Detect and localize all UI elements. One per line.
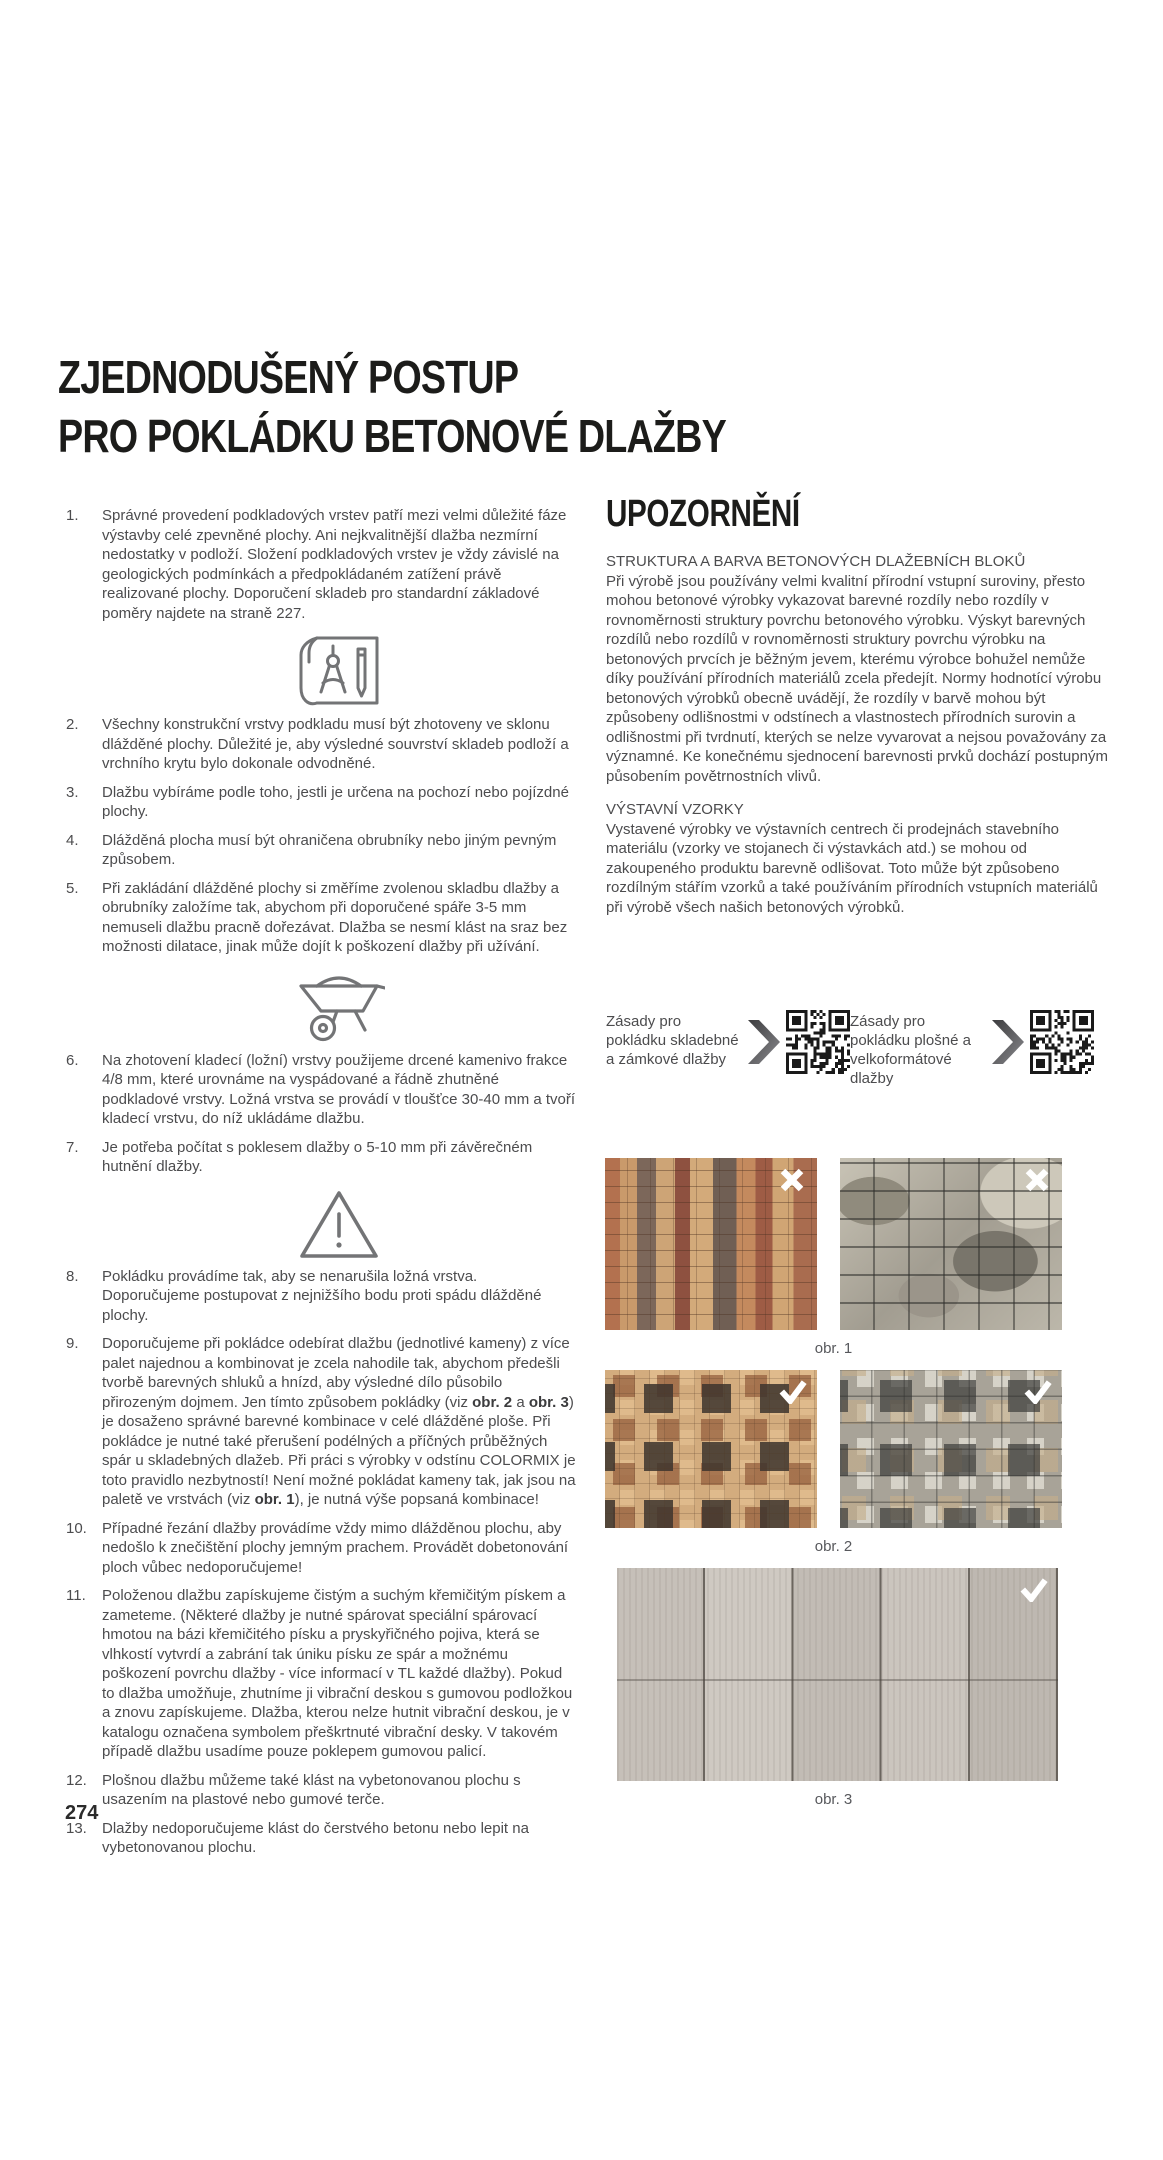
instruction-step: [60, 506, 576, 623]
figures-column: [605, 1158, 1062, 1809]
steps-list: [60, 506, 576, 1867]
instruction-step: [60, 1334, 576, 1510]
notice-body-structure: Při výrobě jsou používány velmi kvalitní přírodní vstupní suroviny, přesto mohou betonové výrobky vykazovat barevné rozdíly nebo rozdíly v rovnoměrnosti struktury povrchu betonového výrobku. Výskyt barevných rozdílů nebo rozdílů v rovnoměrnosti struktury povrchu výrobku na betonových prvcích je běžným jevem, kterému výrobce bohužel nemůže díky používání přírodních materiálů zcela předejít. Normy hodnotící výrobu betonových výrobků obecně uvádějí, že rozdíly v barvě mohou být způsobeny odlišnostmi v odstínech a vlastnostech přírodních surovin a odlišnostmi při tvrdnutí, kterých se nelze vyvarovat a nejsou považovány za významné. Ke konečnému sjednocení barevnosti prvků dochází postupným působením povětrnostních vlivů.: [606, 572, 1108, 785]
figure-row-1: [605, 1158, 1062, 1330]
step-number: 11.: [66, 1587, 86, 1604]
figure-caption-1: obr. 1: [814, 1340, 853, 1357]
step-text: Správné provedení podkladových vrstev patří mezi velmi důležité fáze výstavby celé zpevněné plochy. Ani nejkvalitnější dlažba nezmírní nedostatky v podloží. Složení podkladových vrstev je vždy závislé na geologických podmínkách a předpokládaném zatížení právě realizované plochy. Doporučení skladeb pro standardní základové poměry najdete na straně 227.: [102, 507, 567, 622]
instruction-step: [60, 1267, 576, 1326]
step-number: 7.: [66, 1138, 79, 1156]
instruction-step: [60, 1519, 576, 1578]
step-number: 13.: [66, 1819, 87, 1837]
step-text: Případné řezání dlažby provádíme vždy mimo dlážděnou plochu, aby nedošlo k znečištění plochy jemným prachem. Provádět dobetonování ploch vůbec nedoporučujeme!: [102, 1519, 569, 1576]
notice-column: [606, 494, 1111, 917]
step-number: 3.: [66, 783, 79, 801]
notice-body-samples: Vystavené výrobky ve výstavních centrech či prodejnách stavebního materiálu (vzorky ve stojanech či výstavkách atd.) se mohou od zakoupeného produktu barevně odlišovat. Toto může být způsobeno rozdílným stářím vzorků a také používáním přírodních vstupních materiálů při výrobě všech našich betonových výrobků.: [606, 820, 1098, 916]
step-text: Dlažby nedoporučujeme klást do čerstvého betonu nebo lepit na vybetonovanou plochu.: [102, 1819, 529, 1856]
qr-link-slab-paving: [850, 1006, 1094, 1088]
step-text: Položenou dlažbu zapískujeme čistým a suchým křemičitým pískem a zameteme. (Některé dlažby je nutné spárovat speciální spárovací hmotou na bázi křemičitého písku a pryskyřičného pojiva, která se vlhkostí vytvrdí a zabrání tak úniku písku ze spár a možnému poškození povrchu dlažby - více informací v TL každé dlažby). Pokud to dlažba umožňuje, zhutníme ji vibrační deskou s gumovou podložkou a znovu zapískujeme. Dlažba, kterou nelze hutnit vibrační deskou, je v katalogu označena symbolem přeškrtnuté vibrační desky. V takovém případě dlažbu usadíme pouze poklepem gumovou palicí.: [102, 1587, 573, 1760]
page-number: 274: [65, 1802, 99, 1824]
warning-triangle-icon: [60, 1186, 576, 1260]
qr-link-label: Zásady pro pokládku skladebné a zámkové dlažby: [606, 1013, 739, 1068]
drafting-plan-icon: [60, 632, 576, 708]
instruction-step: [60, 879, 576, 957]
notice-subheading-samples: VÝSTAVNÍ VZORKY: [606, 801, 744, 818]
step-text: Na zhotovení kladecí (ložní) vrstvy použijeme drcené kamenivo frakce 4/8 mm, které urovnáme na vyspádované a řádně zhutněné podkladové vrstvy. Ložná vrstva se provádí v tloušťce 30-40 mm a tvoří kladecí vrstvu, do níž ukládáme dlažbu.: [102, 1051, 576, 1127]
step-text: Dlažbu vybíráme podle toho, jestli je určena na pochozí nebo pojízdné plochy.: [102, 783, 569, 820]
paving-photo-obr2-left: [605, 1370, 817, 1528]
step-number: 10.: [66, 1519, 87, 1537]
qr-link-label: Zásady pro pokládku plošné a velkoformátové dlažby: [850, 1013, 971, 1087]
step-number: 2.: [66, 716, 79, 733]
instruction-step: [60, 1051, 576, 1129]
check-mark-icon: [1024, 1379, 1052, 1405]
step-text: Doporučujeme při pokládce odebírat dlažbu (jednotlivé kameny) z více palet najednou a kombinovat je zcela nahodile tak, abychom předešli tvorbě barevných shluků a hnízd, aby výsledné dílo působilo přirozeným dojmem. Jen tímto způsobem pokládky (viz obr. 2 a obr. 3) je dosaženo správné barevné kombinace v celé dlážděné ploše. Při pokládce je nutné také přerušení podélných a příčných průběžných spár u skladebných dlažeb. Při práci s výrobky v odstínu COLORMIX je toto pravidlo nezbytností! Není možné pokládat kameny tak, jak jsou na paletě ve vrstvách (viz obr. 1), je nutná výše popsaná kombinace!: [102, 1335, 576, 1508]
step-text: Pokládku provádíme tak, aby se nenarušila ložná vrstva. Doporučujeme postupovat z nejnižšího bodu proti spádu dlážděné plochy.: [102, 1267, 542, 1324]
instruction-step: [60, 1771, 576, 1810]
instruction-step: [60, 1819, 576, 1858]
step-text: Plošnou dlažbu můžeme také klást na vybetonovanou plochu s usazením na plastové nebo gumové terče.: [102, 1771, 521, 1808]
qr-links-row: [606, 1006, 1064, 1088]
step-text: Dlážděná plocha musí být ohraničena obrubníky nebo jiným pevným způsobem.: [102, 831, 557, 868]
instruction-step: [60, 783, 576, 822]
step-number: 4.: [66, 831, 79, 849]
step-number: 5.: [66, 879, 79, 897]
notice-subheading-structure: STRUKTURA A BARVA BETONOVÝCH DLAŽEBNÍCH BLOKŮ: [606, 553, 1026, 570]
wheelbarrow-icon: [60, 966, 576, 1044]
x-mark-icon: [1024, 1167, 1052, 1193]
step-number: 12.: [66, 1771, 87, 1789]
x-mark-icon: [779, 1167, 807, 1193]
instruction-step: [60, 1138, 576, 1177]
instruction-step: [60, 831, 576, 870]
step-number: 1.: [66, 507, 79, 524]
figure-row-3: [605, 1568, 1062, 1781]
instruction-step: [60, 1586, 576, 1762]
paving-photo-obr2-right: [840, 1370, 1062, 1528]
qr-code: [786, 1010, 850, 1074]
step-number: 8.: [66, 1267, 79, 1285]
step-number: 9.: [66, 1335, 79, 1352]
page-title-line-2: PRO POKLÁDKU BETONOVÉ DLAŽBY: [58, 410, 726, 462]
qr-link-interlocking-paving: [606, 1006, 850, 1088]
paving-photo-obr3: [617, 1568, 1058, 1781]
figure-row-2: [605, 1370, 1062, 1528]
step-text: Je potřeba počítat s poklesem dlažby o 5-10 mm při závěrečném hutnění dlažby.: [102, 1138, 533, 1175]
figure-caption-2: obr. 2: [814, 1538, 853, 1555]
chevron-right-icon: [748, 1020, 780, 1064]
chevron-right-icon: [992, 1020, 1024, 1064]
step-text: Všechny konstrukční vrstvy podkladu musí být zhotoveny ve sklonu dlážděné plochy. Důležité je, aby výsledné souvrství skladeb podloží a vrchního krytu bylo dokonale odvodněné.: [102, 716, 569, 772]
qr-code: [1030, 1010, 1094, 1074]
paving-photo-obr1-right: [840, 1158, 1062, 1330]
page-title-line-1: ZJEDNODUŠENÝ POSTUP: [58, 351, 519, 403]
check-mark-icon: [1020, 1577, 1048, 1603]
paving-photo-obr1-left: [605, 1158, 817, 1330]
step-text: Při zakládání dlážděné plochy si změříme zvolenou skladbu dlažby a obrubníky založíme tak, abychom při doporučené spáře 3-5 mm nemuseli dlažbu pracně dořezávat. Dlažba se nesmí klást na sraz bez možnosti dilatace, jinak může dojít k poškození dlažby při užívání.: [102, 879, 568, 955]
notice-heading: UPOZORNĚNÍ: [606, 493, 800, 535]
page-title: [58, 348, 726, 466]
check-mark-icon: [779, 1379, 807, 1405]
step-number: 6.: [66, 1051, 79, 1069]
figure-caption-3: obr. 3: [814, 1791, 853, 1808]
instruction-step: [60, 715, 576, 774]
